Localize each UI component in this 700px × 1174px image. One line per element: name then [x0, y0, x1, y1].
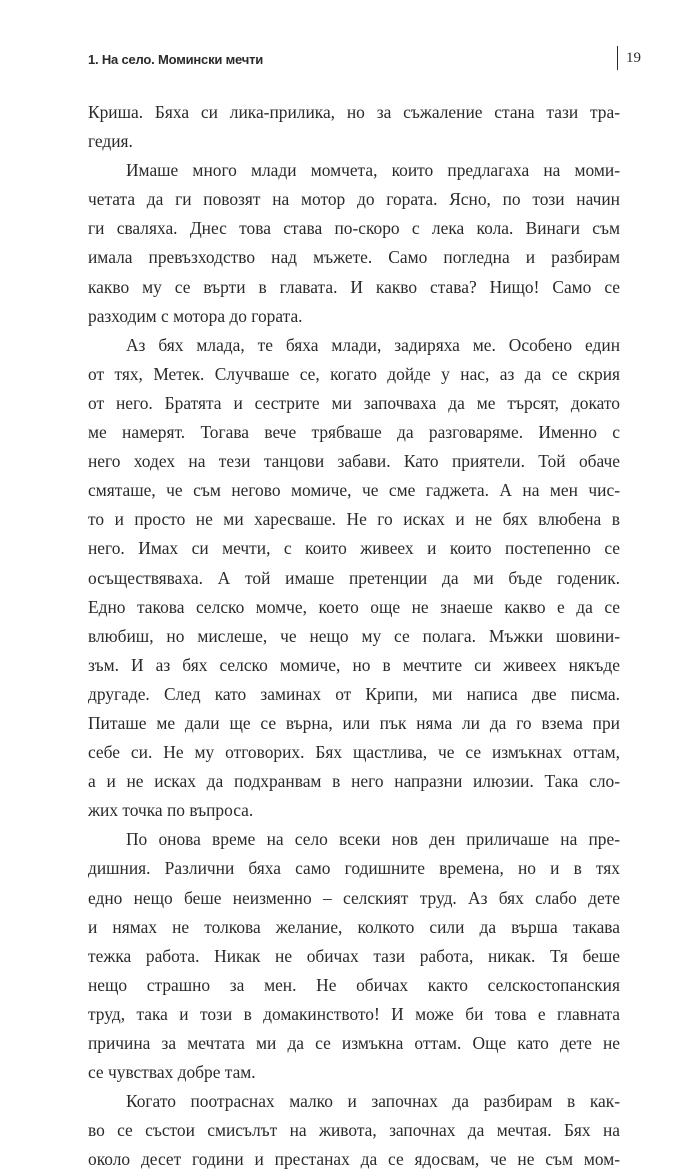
text-line: нещо страшно за мен. Не обичах както селскостопанския	[88, 974, 620, 995]
text-line: Имаше много млади момчета, които предлагаха на моми-	[126, 160, 620, 181]
text-line: себе си. Не му отговорих. Бях щастлива, че се измъкнах оттам,	[88, 742, 620, 763]
text-line: зъм. И аз бях селско момиче, но в мечтите си живеех някъде	[88, 654, 620, 675]
text-line: дишния. Различни бяха само годишните времена, но и в тях	[88, 858, 620, 879]
page-number-area	[617, 44, 641, 72]
text-line: от тях, Метек. Случваше се, когато дойде у нас, аз да се скрия	[88, 363, 620, 384]
text-line: от него. Братята и сестрите ми започваха да ме търсят, докато	[88, 392, 620, 413]
text-line: Едно такова селско момче, което още не знаеше какво е да се	[88, 596, 620, 617]
text-line: и нямах не толкова желание, колкото сили да върша такава	[88, 916, 620, 937]
text-line: смяташе, че съм негово момиче, че сме гаджета. А на мен чис-	[88, 480, 620, 501]
text-line: имала превъзходство над мъжете. Само погледна и разбирам	[88, 247, 620, 268]
text-line: четата да ги повозят на мотор до гората. Ясно, по този начин	[88, 189, 620, 210]
text-line: во се състои смисълът на живота, започнах да мечтая. Бях на	[88, 1120, 620, 1141]
text-line: осъществяваха. А той имаше претенции да ми бъде годеник.	[88, 567, 620, 588]
page-number: 19	[626, 49, 641, 66]
text-line: Криша. Бяха си лика-прилика, но за съжаление стана тази тра-	[88, 102, 620, 122]
text-line: него ходех на тези танцови забави. Като приятели. Той обаче	[88, 451, 620, 472]
text-line: влюбиш, но мислеше, че нещо му се полага. Мъжки шовини-	[88, 625, 620, 646]
text-line: около десет години и престанах да се ядосвам, че не съм мом-	[88, 1149, 620, 1170]
text-line: него. Имах си мечти, с които живеех и които постепенно се	[88, 538, 620, 559]
text-line: гедия.	[88, 131, 133, 152]
text-line: Аз бях млада, те бяха млади, задиряха ме. Особено един	[126, 334, 620, 355]
page-number-rule	[617, 46, 618, 70]
text-line: труд, така и този в домакинството! И може би това е главната	[88, 1003, 620, 1024]
running-head-title: 1. На село. Момински мечти	[88, 52, 264, 67]
text-line: ги сваляха. Днес това става по-скоро с лека кола. Винаги съм	[88, 218, 620, 239]
text-line: жих точка по въпроса.	[88, 800, 254, 821]
text-line: другаде. След като заминах от Крипи, ми написа две писма.	[88, 683, 620, 704]
text-line: то и просто не ми харесваше. Не го исках и не бях влюбена в	[88, 509, 620, 530]
text-line: По онова време на село всеки нов ден приличаше на пре-	[126, 829, 620, 850]
text-line: причина за мечтата ми да се измъкна оттам. Още като дете не	[88, 1033, 620, 1053]
text-line: Питаше ме дали ще се върна, или пък няма ли да го взема при	[88, 712, 620, 733]
body-text	[88, 98, 620, 1174]
text-line: едно нещо беше неизменно – селският труд. Аз бях слабо дете	[88, 887, 620, 908]
text-line: какво му се върти в главата. И какво става? Нищо! Само се	[88, 276, 620, 297]
text-line: тежка работа. Никак не обичах тази работа, никак. Тя беше	[88, 945, 620, 966]
text-line: се чувствах добре там.	[88, 1062, 256, 1083]
text-line: разходим с мотора до гората.	[88, 305, 303, 326]
text-line: Когато поотраснах малко и започнах да разбирам в как-	[126, 1091, 620, 1112]
text-line: ме намерят. Тогава вече трябваше да разговаряме. Именно с	[88, 422, 620, 443]
text-line: а и не исках да подхранвам в него напразни илюзии. Така сло-	[88, 771, 620, 792]
